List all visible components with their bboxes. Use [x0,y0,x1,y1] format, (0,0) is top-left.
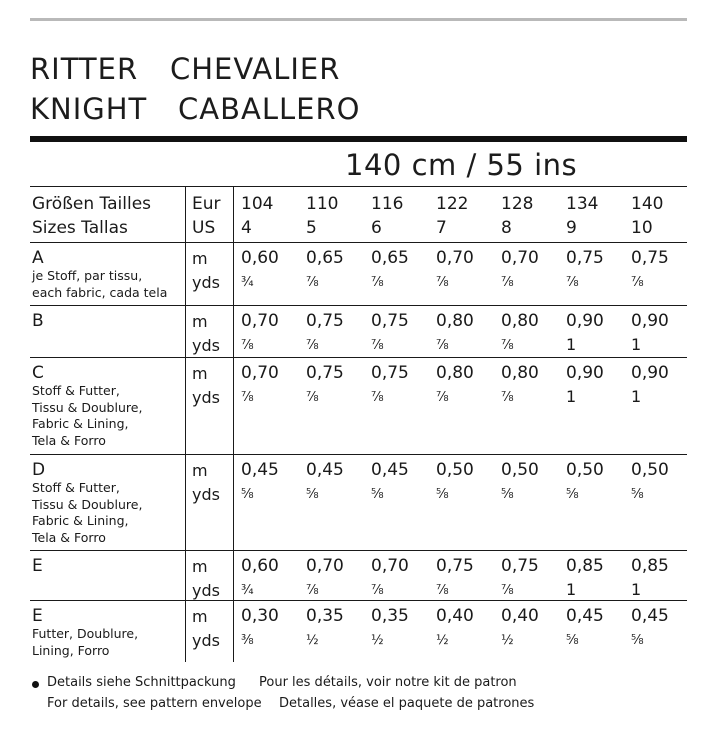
view-description: Fabric & Lining, [32,513,129,528]
view-label: E [32,556,43,576]
unit-m: m [192,607,208,626]
yards-value: ½ [501,633,514,648]
meters-value: 0,70 [371,556,409,576]
meters-value: 0,50 [631,460,669,480]
view-description: Tela & Forro [32,529,106,545]
unit-m: m [192,249,208,268]
size-us: 10 [631,218,653,238]
yards-value: ½ [371,633,384,648]
size-eur: 104 [241,194,274,214]
meters-value: 0,80 [436,363,474,383]
yards-value: ⅞ [306,583,319,598]
size-eur: 116 [371,194,404,214]
meters-value: 0,90 [631,363,669,383]
yards-value: ⅝ [371,487,384,502]
meters-value: 0,45 [566,606,604,626]
yards-value: 1 [631,335,642,354]
meters-value: 0,65 [371,248,409,268]
yards-value: ¾ [241,583,254,598]
meters-value: 0,70 [501,248,539,268]
meters-value: 0,75 [306,363,344,383]
yards-value: ⅞ [241,390,254,405]
view-description: Tissu & Doublure, [32,496,143,512]
view-description: Fabric & Lining, [32,416,129,431]
meters-value: 0,70 [436,248,474,268]
size-us: 5 [306,218,317,238]
row-separator [30,600,687,601]
title-line-1 [30,52,340,86]
meters-value: 0,50 [566,460,604,480]
yards-value: ⅞ [306,338,319,353]
yards-value: ⅞ [436,275,449,290]
size-us: 8 [501,218,512,238]
meters-value: 0,90 [566,363,604,383]
row-separator [30,550,687,551]
meters-value: 0,35 [371,606,409,626]
yards-value: ⅞ [371,583,384,598]
yards-value: ⅝ [566,487,579,502]
meters-value: 0,40 [501,606,539,626]
yards-value: ⅞ [501,390,514,405]
meters-value: 0,40 [436,606,474,626]
yards-value: ⅞ [501,583,514,598]
size-us: 7 [436,218,447,238]
unit-yds: yds [192,631,220,650]
title-es: CABALLERO [178,92,361,126]
yards-value: ⅝ [631,487,644,502]
view-label: B [32,311,44,331]
meters-value: 0,75 [566,248,604,268]
yards-value: ⅞ [566,275,579,290]
meters-value: 0,75 [306,311,344,331]
yards-value: ½ [306,633,319,648]
unit-yds: yds [192,581,220,600]
unit-m: m [192,557,208,576]
column-separator [233,186,234,662]
unit-eur: Eur [192,194,221,214]
yards-value: ⅞ [501,338,514,353]
row-separator [30,357,687,358]
yards-value: ⅞ [501,275,514,290]
yards-value: ⅜ [241,633,254,648]
size-us: 9 [566,218,577,238]
view-description: Futter, Doublure, [32,626,139,641]
view-description: Tissu & Doublure, [32,399,143,415]
view-description: Stoff & Futter, [32,480,120,495]
meters-value: 0,70 [241,311,279,331]
yards-value: ⅞ [241,338,254,353]
size-label-line-2: Sizes Tallas [32,218,128,238]
size-us: 6 [371,218,382,238]
yards-value: ½ [436,633,449,648]
meters-value: 0,80 [501,363,539,383]
yards-value: 1 [566,335,577,354]
unit-m: m [192,461,208,480]
title-line-2 [30,92,360,126]
meters-value: 0,85 [566,556,604,576]
yards-value: ⅝ [631,633,644,648]
footer-fr: Pour les détails, voir notre kit de patron [259,675,517,690]
view-label: E [32,606,43,626]
title-en: KNIGHT [30,92,148,126]
meters-value: 0,80 [501,311,539,331]
meters-value: 0,65 [306,248,344,268]
title-fr: CHEVALIER [170,52,341,86]
size-eur: 134 [566,194,599,214]
yards-value: ⅞ [306,390,319,405]
footer-es: Detalles, véase el paquete de patrones [279,696,535,711]
view-description: Lining, Forro [32,642,110,658]
meters-value: 0,90 [631,311,669,331]
meters-value: 0,70 [241,363,279,383]
meters-value: 0,90 [566,311,604,331]
view-description: Stoff & Futter, [32,383,120,398]
meters-value: 0,45 [241,460,279,480]
size-label-line-1: Größen Tailles [32,194,152,214]
meters-value: 0,75 [501,556,539,576]
unit-m: m [192,312,208,331]
yards-value: ⅞ [306,275,319,290]
yards-value: ⅞ [436,583,449,598]
yards-value: ⅝ [501,487,514,502]
meters-value: 0,75 [436,556,474,576]
unit-yds: yds [192,273,220,292]
meters-value: 0,75 [371,311,409,331]
size-eur: 128 [501,194,534,214]
meters-value: 0,50 [436,460,474,480]
footer-de: Details siehe Schnittpackung [47,675,236,690]
yards-value: 1 [631,580,642,599]
meters-value: 0,85 [631,556,669,576]
yards-value: ⅝ [436,487,449,502]
meters-value: 0,80 [436,311,474,331]
meters-value: 0,75 [371,363,409,383]
yards-value: ⅞ [436,390,449,405]
yards-value: ⅞ [436,338,449,353]
yards-value: ⅞ [371,275,384,290]
yards-value: ⅝ [306,487,319,502]
meters-value: 0,30 [241,606,279,626]
unit-yds: yds [192,388,220,407]
row-separator [30,454,687,455]
yards-value: ⅝ [241,487,254,502]
row-separator [30,186,687,187]
size-eur: 140 [631,194,664,214]
fabric-width-label: 140 cm / 55 ins [345,148,578,182]
view-description: je Stoff, par tissu, [32,268,143,283]
view-label: D [32,460,46,480]
meters-value: 0,45 [631,606,669,626]
row-separator [30,242,687,243]
unit-m: m [192,364,208,383]
title-de: RITTER [30,52,139,86]
meters-value: 0,70 [306,556,344,576]
meters-value: 0,60 [241,556,279,576]
meters-value: 0,50 [501,460,539,480]
footer-en: For details, see pattern envelope [47,696,262,711]
yards-value: 1 [566,387,577,406]
column-separator [185,186,186,662]
meters-value: 0,60 [241,248,279,268]
meters-value: 0,75 [631,248,669,268]
unit-yds: yds [192,336,220,355]
size-eur: 110 [306,194,339,214]
unit-yds: yds [192,485,220,504]
yards-value: ⅝ [566,633,579,648]
size-us: 4 [241,218,252,238]
yards-value: 1 [566,580,577,599]
bullet-icon [32,681,39,688]
yards-value: ⅞ [371,390,384,405]
meters-value: 0,45 [306,460,344,480]
size-eur: 122 [436,194,469,214]
yards-value: 1 [631,387,642,406]
view-label: A [32,248,44,268]
meters-value: 0,35 [306,606,344,626]
thick-rule [30,136,687,142]
view-description: Tela & Forro [32,432,106,448]
yards-value: ¾ [241,275,254,290]
row-separator [30,305,687,306]
yards-value: ⅞ [631,275,644,290]
meters-value: 0,45 [371,460,409,480]
yards-value: ⅞ [371,338,384,353]
top-rule [30,18,687,21]
view-label: C [32,363,44,383]
view-description: each fabric, cada tela [32,284,168,300]
unit-us: US [192,218,216,238]
